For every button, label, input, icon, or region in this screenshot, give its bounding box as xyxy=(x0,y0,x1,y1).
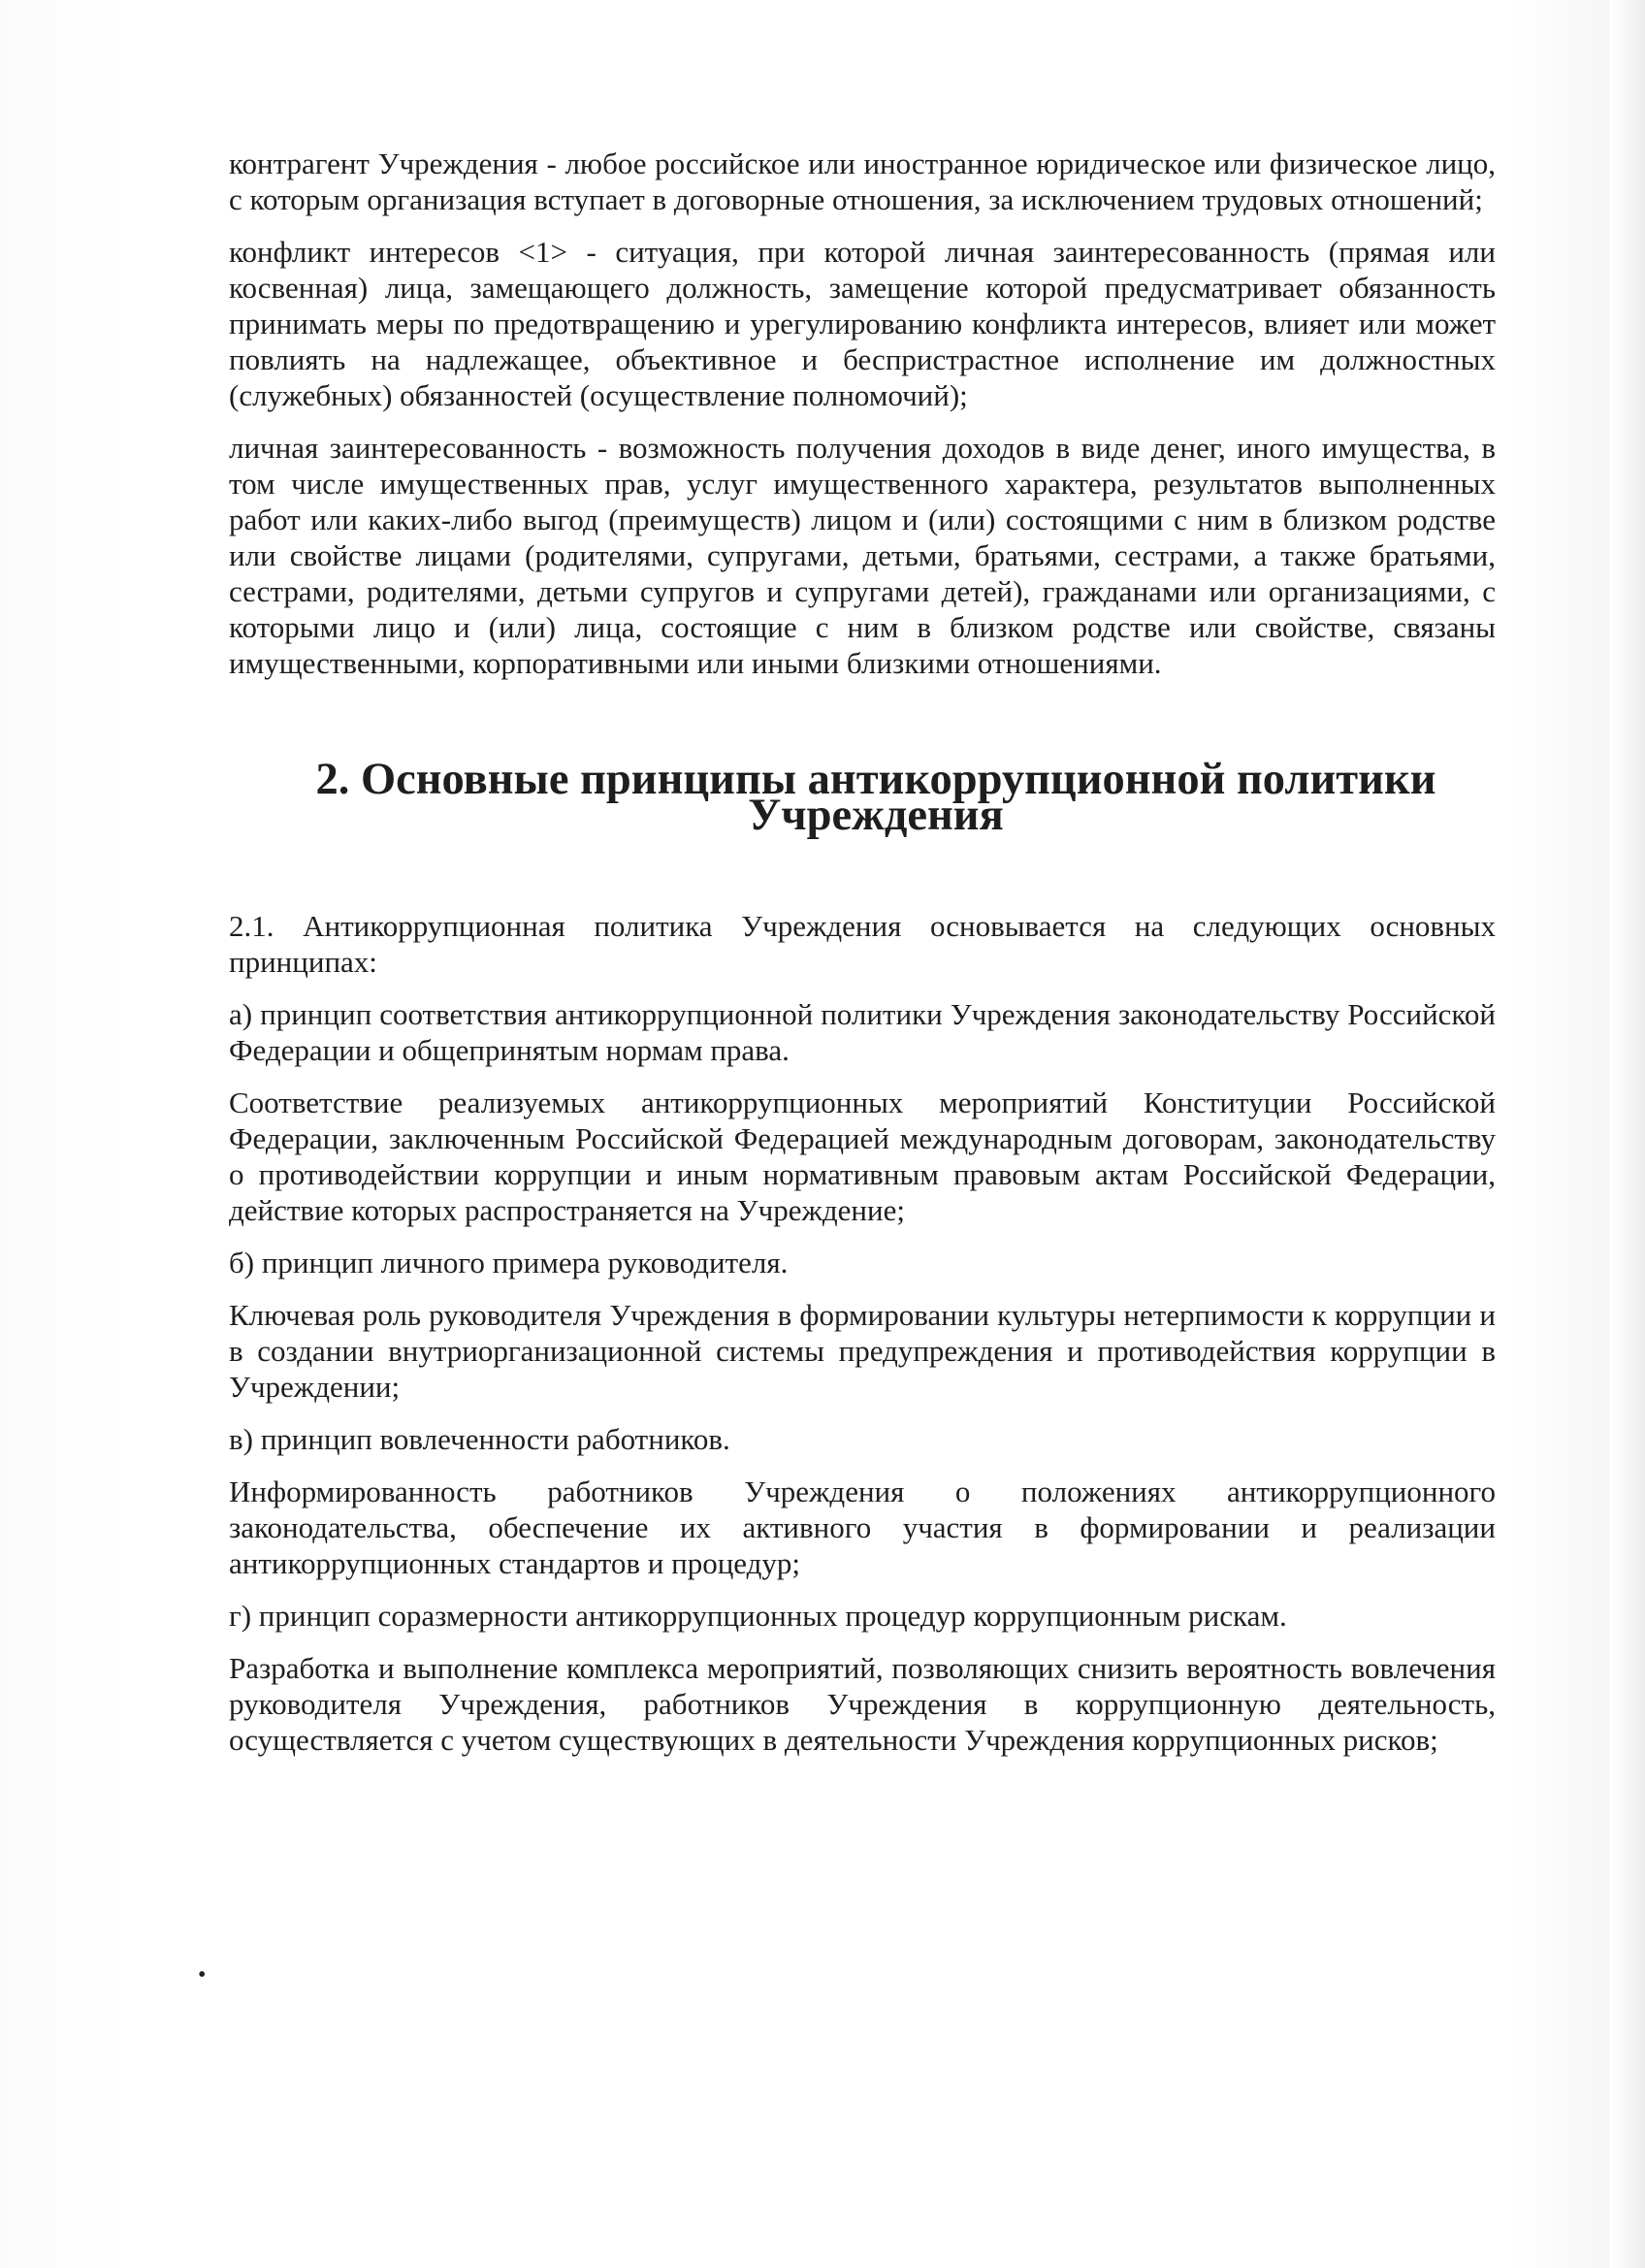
section-2-heading: 2. Основные принципы антикоррупционной политики Учреждения xyxy=(315,755,1436,840)
spacer xyxy=(229,697,1496,761)
principle-g-text: Разработка и выполнение комплекса мероприятий, позволяющих снизить вероятность вовлечения руководителя Учреждения, работников Учреждения в коррупционную деятельность, осуществляется с учетом существующих в деятельности Учреждения коррупционных рисков; xyxy=(229,1651,1496,1757)
definition-kontragent: контрагент Учреждения - любое российское или иностранное юридическое или физическое лицо, с которым организация вступает в договорные отношения, за исключением трудовых отношений; xyxy=(229,146,1496,216)
definition-conflict-of-interest: конфликт интересов <1> - ситуация, при которой личная заинтересованность (прямая или косвенная) лица, замещающего должность, замещение которой предусматривает обязанность принимать меры по предотвращению и урегулированию конфликта интересов, влияет или может повлиять на надлежащее, объективное и беспристрастное исполнение им должностных (служебных) обязанностей (осуществление полномочий); xyxy=(229,235,1496,412)
principle-b-text: Ключевая роль руководителя Учреждения в формировании культуры нетерпимости к коррупции и в создании внутриорганизационной системы предупреждения и противодействия коррупции в Учреждении; xyxy=(229,1298,1496,1404)
document-body xyxy=(229,146,1496,1774)
principle-b-title: б) принцип личного примера руководителя. xyxy=(229,1246,789,1280)
clause-2-1: 2.1. Антикоррупционная политика Учреждения основывается на следующих основных принципах: xyxy=(229,909,1496,979)
scan-speck-dot: • xyxy=(198,1962,207,1988)
page-edge-shadow xyxy=(1610,0,1645,2268)
spacer xyxy=(229,833,1496,908)
principle-v-title: в) принцип вовлеченности работников. xyxy=(229,1422,730,1456)
definition-personal-interest: личная заинтересованность - возможность получения доходов в виде денег, иного имущества, в том числе имущественных прав, услуг имущественного характера, результатов выполненных работ или каких-либо выгод (преимуществ) лицом и (или) состоящими с ним в близком родстве или свойстве лицами (родителями, супругами, детьми, братьями, сестрами, а также братьями, сестрами, родителями, детьми супругов и супругами детей), гражданами или организациями, с которыми лицо и (или) лица, состоящие с ним в близком родстве или свойстве, связаны имущественными, корпоративными или иными близкими отношениями. xyxy=(229,431,1496,680)
principle-v-text: Информированность работников Учреждения о положениях антикоррупционного законодательства, обеспечение их активного участия в формировании и реализации антикоррупционных стандартов и процедур; xyxy=(229,1474,1496,1580)
principle-g-title: г) принцип соразмерности антикоррупционных процедур коррупционным рискам. xyxy=(229,1599,1287,1633)
principle-a-text: Соответствие реализуемых антикоррупционных мероприятий Конституции Российской Федерации, заключенным Российской Федерацией международным договорам, законодательству о противодействии коррупции и иным нормативным правовым актам Российской Федерации, действие которых распространяется на Учреждение; xyxy=(229,1085,1496,1227)
principle-a-title: а) принцип соответствия антикоррупционной политики Учреждения законодательству Российской Федерации и общепринятым нормам права. xyxy=(229,997,1496,1067)
